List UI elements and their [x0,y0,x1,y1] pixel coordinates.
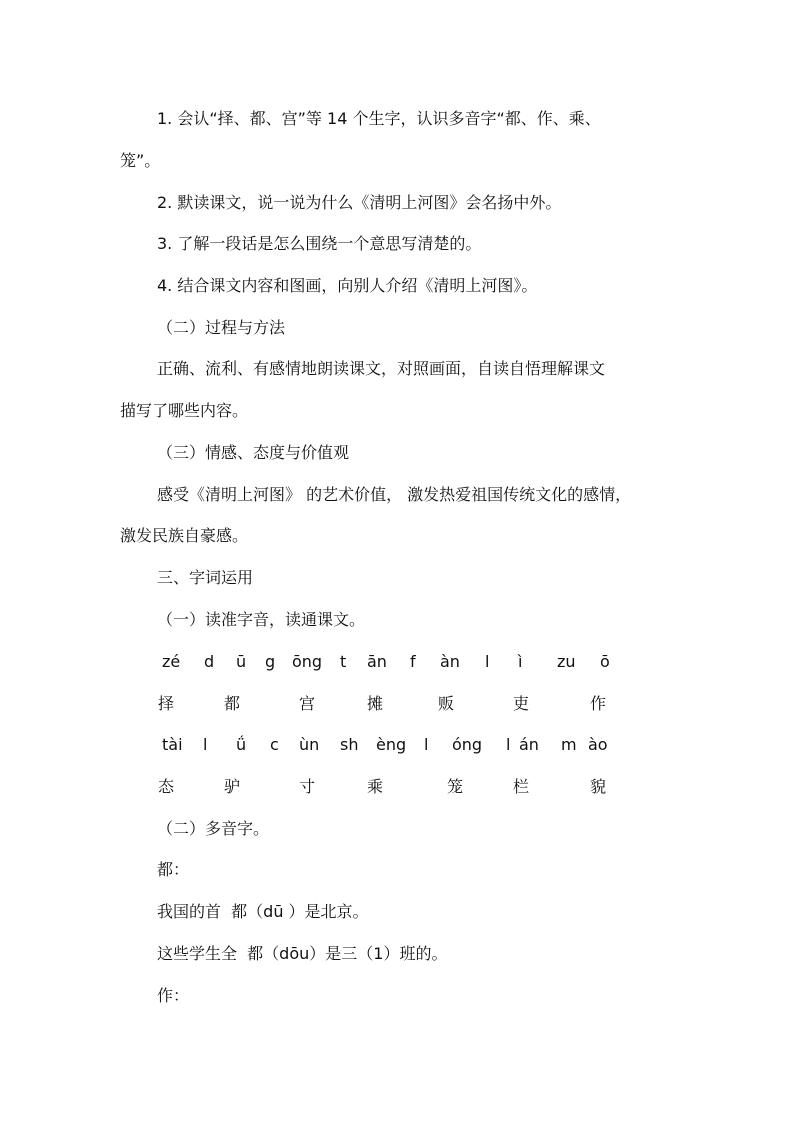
hanzi: 笼 [447,777,464,796]
pinyin: zé [162,652,181,671]
hanzi: 驴 [224,777,241,796]
hanzi: 貌 [590,777,607,796]
pinyin: ān [367,652,387,671]
pinyin: f [410,652,416,671]
example-sentence: 我国的首 都（dū ）是北京。 [157,902,369,921]
hanzi: 择 [158,694,175,713]
text-line: 描写了哪些内容。 [120,401,249,420]
pinyin: d [204,652,215,671]
hanzi: 贩 [438,694,455,713]
hanzi: 栏 [513,777,530,796]
pinyin: m [561,735,577,754]
hanzi: 吏 [513,694,530,713]
text-line: 激发民族自豪感。 [120,526,249,545]
pinyin: ū [236,652,247,671]
text-line: 4. 结合课文内容和图画，向别人介绍《清明上河图》。 [157,276,538,295]
pinyin: l [506,735,511,754]
pinyin: ào [588,735,608,754]
text-line: 都： [157,860,190,879]
section-heading: 三、字词运用 [157,568,254,587]
hanzi: 摊 [367,694,384,713]
hanzi: 宫 [299,694,316,713]
pinyin: èng [376,735,407,754]
hanzi: 寸 [299,777,316,796]
text-line: 3. 了解一段话是怎么围绕一个意思写清楚的。 [157,234,482,253]
pinyin: tài [162,735,183,754]
pinyin: g [265,652,276,671]
section-heading: （三）情感、态度与价值观 [157,443,350,462]
pinyin: t [340,652,347,671]
hanzi: 乘 [367,777,384,796]
pinyin: ì [518,652,523,671]
pinyin: án [519,735,539,754]
pinyin: c [270,735,279,754]
text-line: 感受《清明上河图》 的艺术价值， 激发热爱祖国传统文化的感情， [157,485,632,504]
text-line: 2. 默读课文，说一说为什么《清明上河图》会名扬中外。 [157,193,562,212]
pinyin: ōng [292,652,323,671]
hanzi: 态 [158,777,175,796]
pinyin: l [424,735,429,754]
pinyin: sh [340,735,359,754]
pinyin: zu [557,652,576,671]
section-heading: （一）读准字音，读通课文。 [157,610,366,629]
text-line: 1. 会认“择、都、宫”等 14 个生字，认识多音字“都、作、乘、 [157,109,601,128]
example-sentence: 这些学生全 都（dōu）是三（1）班的。 [157,944,448,963]
pinyin: àn [440,652,460,671]
pinyin: óng [452,735,483,754]
hanzi: 作 [590,694,607,713]
pinyin: l [485,652,490,671]
text-line: 正确、流利、有感情地朗读课文，对照画面，自读自悟理解课文 [157,359,606,378]
pinyin: ùn [299,735,320,754]
hanzi: 都 [224,694,241,713]
section-heading: （二）过程与方法 [157,318,286,337]
text-line: 作： [157,986,190,1005]
pinyin: l [203,735,208,754]
section-heading: （二）多音字。 [157,819,270,838]
pinyin: ō [600,652,610,671]
pinyin: ǘ [236,735,247,754]
text-line: 笼”。 [120,151,161,170]
